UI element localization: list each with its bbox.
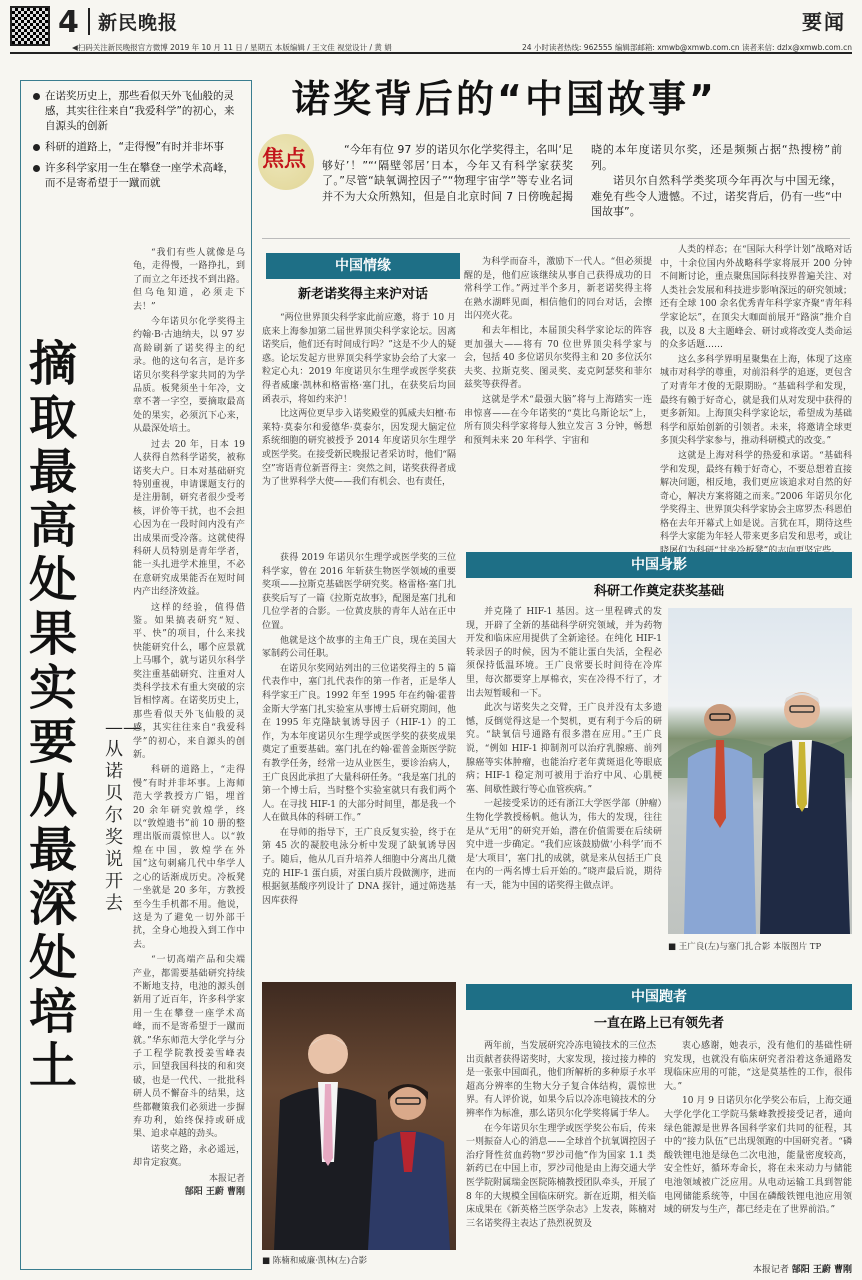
paragraph: 获得 2019 年诺贝尔生理学或医学奖的三位科学家，曾在 2016 年斩获生物医学领域的重要奖项——拉斯克基础医学研究奖。格雷格·塞门扎获奖后写了一篇《拉斯克故事》，配图是塞门扎和几位学者的合影。一位黄皮肤的青年人站在正中位置。 [262,553,456,631]
photo-figures [668,608,852,934]
paragraph: 比这两位更早步入诺奖殿堂的狐威夫妇檀·布莱特·莫泰尔和爱德华·莫泰尔，因发现大脑定位系统细胞的研究被授予 2014 年度诺贝尔生理学或医学奖。在接受新民晚报记者采访时，他们“隔空”寄语青位新晋得主：突然之间，诺奖获得者成为了世界科学大使——我们有机会、也有责任， [262,409,456,488]
section3-col2 [664,1040,852,1262]
section-banner-china-bond: 中国情缘 [266,253,460,279]
paragraph: 这么多科学界明星聚集在上海，体现了这座城市对科学的尊重，对前沿科学的追逐，更包含了对青年才俊的无限期盼。“基础科学和发现，最终有赖于好奇心，就是我们从对发现中获得的更多新知。上海顶尖科学家论坛，希望成为基础科学和原始创新的引领者。未来，将邀请全球更多顶尖科学家参与，推动科研模式的改变。” [660,354,852,447]
paragraph: “我们有些人就像是乌龟，走得慢，一路挣扎，到了而立之年还找不到出路。但乌龟知道，必须走下去！” [133,248,245,312]
commentary-body [133,247,245,1199]
byline [133,1173,245,1200]
lead-paragraph: “今年有位 97 岁的诺贝尔化学奖得主，名叫‘足够好’！”“‘隔壁邻居’日本，今年又有科学家获奖了。”尽管“缺氧调控因子”“物理宇宙学”等专业名词并不为大众所熟知，但是自北京时间 7 日傍晚起揭晓的本年度诺贝尔奖，还是频频占据“热搜榜”前列。 [322,143,842,203]
paragraph: 这就是上海对科学的热爱和承诺。“基础科学和发现，最终有赖于好奇心，不要总想着直接解决问题，相反地，我们更应该追求对自然的好奇心，解决方案将随之而来。”2006 年诺贝尔化学奖得主、世界顶尖科学家协会主席罗杰·科恩伯格在去年开幕式上如是说。言犹在耳，期待这些科学大家能为年轻人带来更多启发和思考，或让 [660,450,852,543]
photo-figures [262,982,456,1250]
paragraph: 衷心感谢，她表示，没有他们的基础性研究发现，也就没有临床研究者沿着这条通路发现临床应用的可能，“这是莫基性的工作，很伟大。” [664,1041,852,1092]
paper-name: 新民晚报 [88,8,178,35]
section-subtitle: 新老诺奖得主来沪对话 [297,287,428,302]
section2-col-left [262,552,456,972]
key-point: 在诺奖历史上，那些看似天外飞仙般的灵感，其实往往来自“我爱科学”的初心，来自源头的创新 [31,89,236,134]
paragraph: 人类的样态；在“国际大科学计划”战略对话中，十余位国内外战略科学家将展开 200 分钟不间断讨论，重点聚焦国际科技界普遍关注、对人类社会发展和科技进步影响深远的研究领域；还有全球 100 余名优秀青年科学家齐聚“青年科学家论坛”，在顶尖大咖面前展开“路演”推介自我，以及 8 大主题峰会、研讨或将改变人类命运的众多话题…… [660,245,852,351]
focus-seal-icon [258,134,314,192]
page-number: 4 [58,5,79,40]
sidebar-commentary [20,80,252,1270]
paragraph: 过去 20 年，日本 19 人获得自然科学诺奖，被称诺奖大户。日本对基础研究特别重视，申请课题支行的是注册制，研究者很少受考核，评价等干扰，也不会担心因为在一段时间内没有产出成果而受冷落。这就使得科研人员特别是青年学者，能一头扎进学术推里，不必在意研究成果能否在短时间内产出经济效益。 [133,439,245,598]
paragraph: 科研的道路上，“走得慢”有时并非坏事。上海师范大学教授方广锠，埋首 20 余年研究敦煌学，终以“敦煌遗书”前 10 册的整理出版而震惊世人。以“敦煌在中国，敦煌学在外国”这句刺痛几代中华学人之心的话渐成历史。冷板凳一坐就是 20 多年，方教授至今生手机都不用。他说，这是为了避免一切外部干扰，全身心地投入到工作中去。 [133,765,245,950]
commentary-title: 摘取最高处果实 要从最深处培土 [29,336,78,1094]
byline-label: 本报记者 [752,1265,789,1275]
photo-wang-semenza [668,608,852,934]
section-label: 要闻 [802,10,846,34]
masthead [10,6,852,52]
section-subtitle: 科研工作奠定获奖基础 [593,584,724,599]
paragraph: 为科学而奋斗，激励下一代人。“但必须提醒的是，他们应该继续从事自己获得成功的日常科学工作。”两过半个多月，新老诺奖得主将在熟水湖畔见面，相信他们的同台对话，会擦出闪亮火花。 [464,257,652,322]
article-title: 诺奖背后的“中国故事” [292,77,717,121]
article-lead [322,142,842,220]
section2-col-right [466,606,662,972]
key-points [31,89,236,197]
paragraph: 诺奖之路，永必遥远，却肯定寂寞。 [133,1144,245,1169]
divider [262,238,850,239]
info-right: 24 小时读者热线: 962555 编辑部邮箱: xmwb@xmwb.com.cn 读者来信: dzlx@xmwb.com.cn [521,43,852,52]
key-point: 许多科学家用一生在攀登一座学术高峰，而不是寄希望于一蹴而就 [31,161,236,191]
byline-label: 本报记者 [208,1173,245,1184]
paragraph: 和去年相比，本届顶尖科学家论坛的阵容更加强大——将有 70 位世界顶尖科学家与会，包括 40 多位诺贝尔奖得主和 20 多位沃尔夫奖、拉斯克奖、图灵奖、麦克阿瑟奖和菲尔兹奖等获得者。 [464,325,652,391]
paragraph: 这样的经验，值得借鉴。如果搞表研究“短、平、快”的项目，什么来找快能研究什么，哪个应景就上马哪个，就与诺贝尔科学奖注重基础研究、注重对人类科学技术有重大突破的宗旨相悖离。在诺奖历史上，那些看似天外飞仙般的灵感，其实往往来自“我爱科学”的初心，来自源头的创新。 [133,602,245,761]
section-banner-china-runner: 中国跑者 [466,984,852,1010]
paragraph: 在诺贝尔奖网站列出的三位诺奖得主的 5 篇代表作中，塞门扎代表作的第一作者，正是华人科学家王广良。1992 年至 1995 年在约翰·霍普金斯大学塞门扎实验室从事博士后研究期间，他在 1995 年克隆缺氧诱导因子（HIF-1）的工作，为本年度诺贝尔生理学或医学奖的获奖成果奠定了重要基础。塞门扎在约翰·霍普金斯医学院有教学任务，经常一边从业医生，要诊治病人，王广良因此承担了大量科研任务。“我是塞门扎的第一个博士后，当时整个实验室就只有我们两个人。在寻找 HIF-1 的大部分时间里，都是我一个人在做具体的科研工作。” [262,663,456,824]
byline-names: 郜阳 王蔚 曹刚 [791,1265,852,1275]
paragraph: “一切高端产品和尖端产业，都需要基础研究持续不断地支持，电池的源头创新用了近百年，许多科学家用一生在攀登一座学术高峰，而不是寄希望于一蹴而就。”华东师范大学化学与分子工程学院教授姜雪峰表示，回望我国科技的和和突破，也是一代代、一批批科研人员不懈奋斗的结果，这些都鞭策我们必须进一步摒弃功利，始终保持或研成果、追求卓越的劲头。 [133,955,245,1140]
paragraph: 两年前，当发展研究冷冻电镜技术的三位杰出贡献者获得诺奖时，大家发现，接过接力棒的是一张张中国面孔，他们所解析的多种原子水平超高分辨率的生物大分子复合体结构，震惊世界。有人评价说，如果今后以冷冻电镜技术的分辨率作为标准，那么诺贝尔化学奖将属于华人。 [466,1041,656,1119]
paragraph: 并克隆了 HIF-1 基因。这一里程碑式的发现，开辟了全新的基础科学研究领域，并为药物开发和临床应用提供了全新途径。在纯化 HIF-1 转录因子的时候，因为不能让蛋白失活，全程必须保持低温环境。王广良常要长时间待在冷库里，每次都要穿上厚棉衣，实在冷得不行了，才出去短暂暖和一下。 [466,607,662,699]
paragraph: 在导师的指导下，王广良反复实验，终于在第 45 次的凝胶电泳分析中发现了缺氧诱导因子。随后，他从几百升培养人细胞中分离出几微克的 HIF-1 蛋白质，对蛋白质片段做测序，进而根据氨基酸序列设计了 DNA 探针，通过筛选基因库获得 [262,827,456,906]
section-banner-china-figure: 中国身影 [466,552,852,578]
paragraph: “两位世界顶尖科学家此前应邀，将于 10 月底来上海参加第二届世界顶尖科学家论坛。因离诺奖后，他们还有时间成行吗？”这是不少人的疑惑。论坛发起方世界顶尖科学家协会给了大家一粒定心丸：2019 年度诺贝尔生理学或医学奖获得者威廉·凯林和格雷格·塞门扎，在获奖后均回函表示，将如约来沪！ [262,313,456,405]
section-subtitle: 一直在路上已有领先者 [593,1016,724,1031]
photo-caption: ■ 王广良(左)与塞门扎合影 本版图片 TP [668,940,852,952]
paragraph: 这就是学术“最强大脑”将与上海踏实一连串惊喜——在今年诺奖的“莫比乌斯论坛”上，所有顶尖科学家将每人独立发言 3 分钟，畅想和预判未来 20 年科学、宇宙和 [464,394,652,446]
paragraph: 一起接受采访的还有浙江大学医学部（肿瘤）生物化学教授杨帆。他认为，伟大的发现，往往是从“无用”的研究开始，潜在价值需要在后续研究中进一步确定。“我们应该鼓励做‘小科学’而不是‘大项目’，塞门扎的成就，就是来从包括王广良在内的一两名博士后开始的。”晓声最后说，期待有一天，能为中国的诺奖得主做点评。 [466,799,662,891]
section3-col1 [466,1040,656,1272]
byline-names: 郜阳 王蔚 曹刚 [184,1187,245,1198]
section1-col1 [262,312,456,540]
paragraph: 在今年诺贝尔生理学或医学奖公布后，传来一则振奋人心的消息——全球首个抗氧调控因子治疗肾性贫血药物“罗沙司他”作为国家 1.1 类新药已在中国上市，罗沙司他是由上海交通大学医学院附属瑞金医院陈楠教授团队牵头，开展了 8 年的大规模全国临床研究。新在近期，相关临床成果在《新英格兰医学杂志》上发表，陈楠对三名诺奖得主表达了热烈祝贺及 [466,1123,656,1229]
qr-code-icon[interactable] [10,6,50,46]
photo-chen-kaelin [262,982,456,1250]
photo-caption: ■ 陈楠和威廉·凯林(左)合影 [262,1254,456,1266]
focus-label: 焦点 [262,147,307,172]
lead-paragraph: 诺贝尔自然科学类奖项今年再次与中国无缘，难免有些令人遗憾。不过，诺奖背后，仍有一些“中国故事”。 [591,174,842,219]
byline [664,1262,852,1275]
section1-col3 [660,244,852,546]
info-left: ◀扫码关注新民晚报官方微博 2019 年 10 月 11 日 / 星期五 本版编辑 / 王文佳 视觉设计 / 黄 娟 [72,43,392,52]
paragraph: 今年诺贝尔化学奖得主约翰·B·古迪纳夫，以 97 岁高龄刷新了诺奖得主的纪录。他的这句名言，是许多诺贝尔奖科学家共同的为学品质。板凳须坐十年冷，文章不著一字空，要摘取最高处的果实，必须沉下心来，从最深处培土。 [133,317,245,435]
paragraph: 10 月 9 日诺贝尔化学奖公布后，上海交通大学化学化工学院马紫峰教授接受记者，通向绿色能源是世界各国科学家们共同的征程，其中的“接力队伍”已出现领跑的中国研究者。“磷酸铁锂电池是绿色二次电池，能量密度较高，安全性好，循环寿命长，将在未来动力与储能电池领域被广泛应用。从电动运输工具到智能电网储能系统等，中国在磷酸铁锂电池应用领域的研发与生产，都已经走在了世界前沿。” [664,1096,852,1216]
header-rule [10,52,852,54]
section1-col2 [464,256,652,546]
paragraph: 他就是这个故事的主角王广良，现在美国大冢制药公司任职。 [262,635,456,660]
key-point: 科研的道路上，“走得慢”有时并非坏事 [31,140,236,155]
commentary-subtitle: ——从诺贝尔奖说开去 [105,717,141,914]
paragraph: 此次与诺奖失之交臂，王广良并没有太多遗憾，反倒觉得这是一个契机，更有利于今后的研究。“缺氧信号通路有很多潜在应用。”王广良说，“例如 HIF-1 抑制剂可以治疗乳腺癌、前列腺癌等实体肿瘤，也能治疗老年黄斑退化等眼底病；HIF-1 稳定剂可被用于治疗中风、心肌梗塞、间歇性跛行等心血管疾病。” [466,703,662,795]
